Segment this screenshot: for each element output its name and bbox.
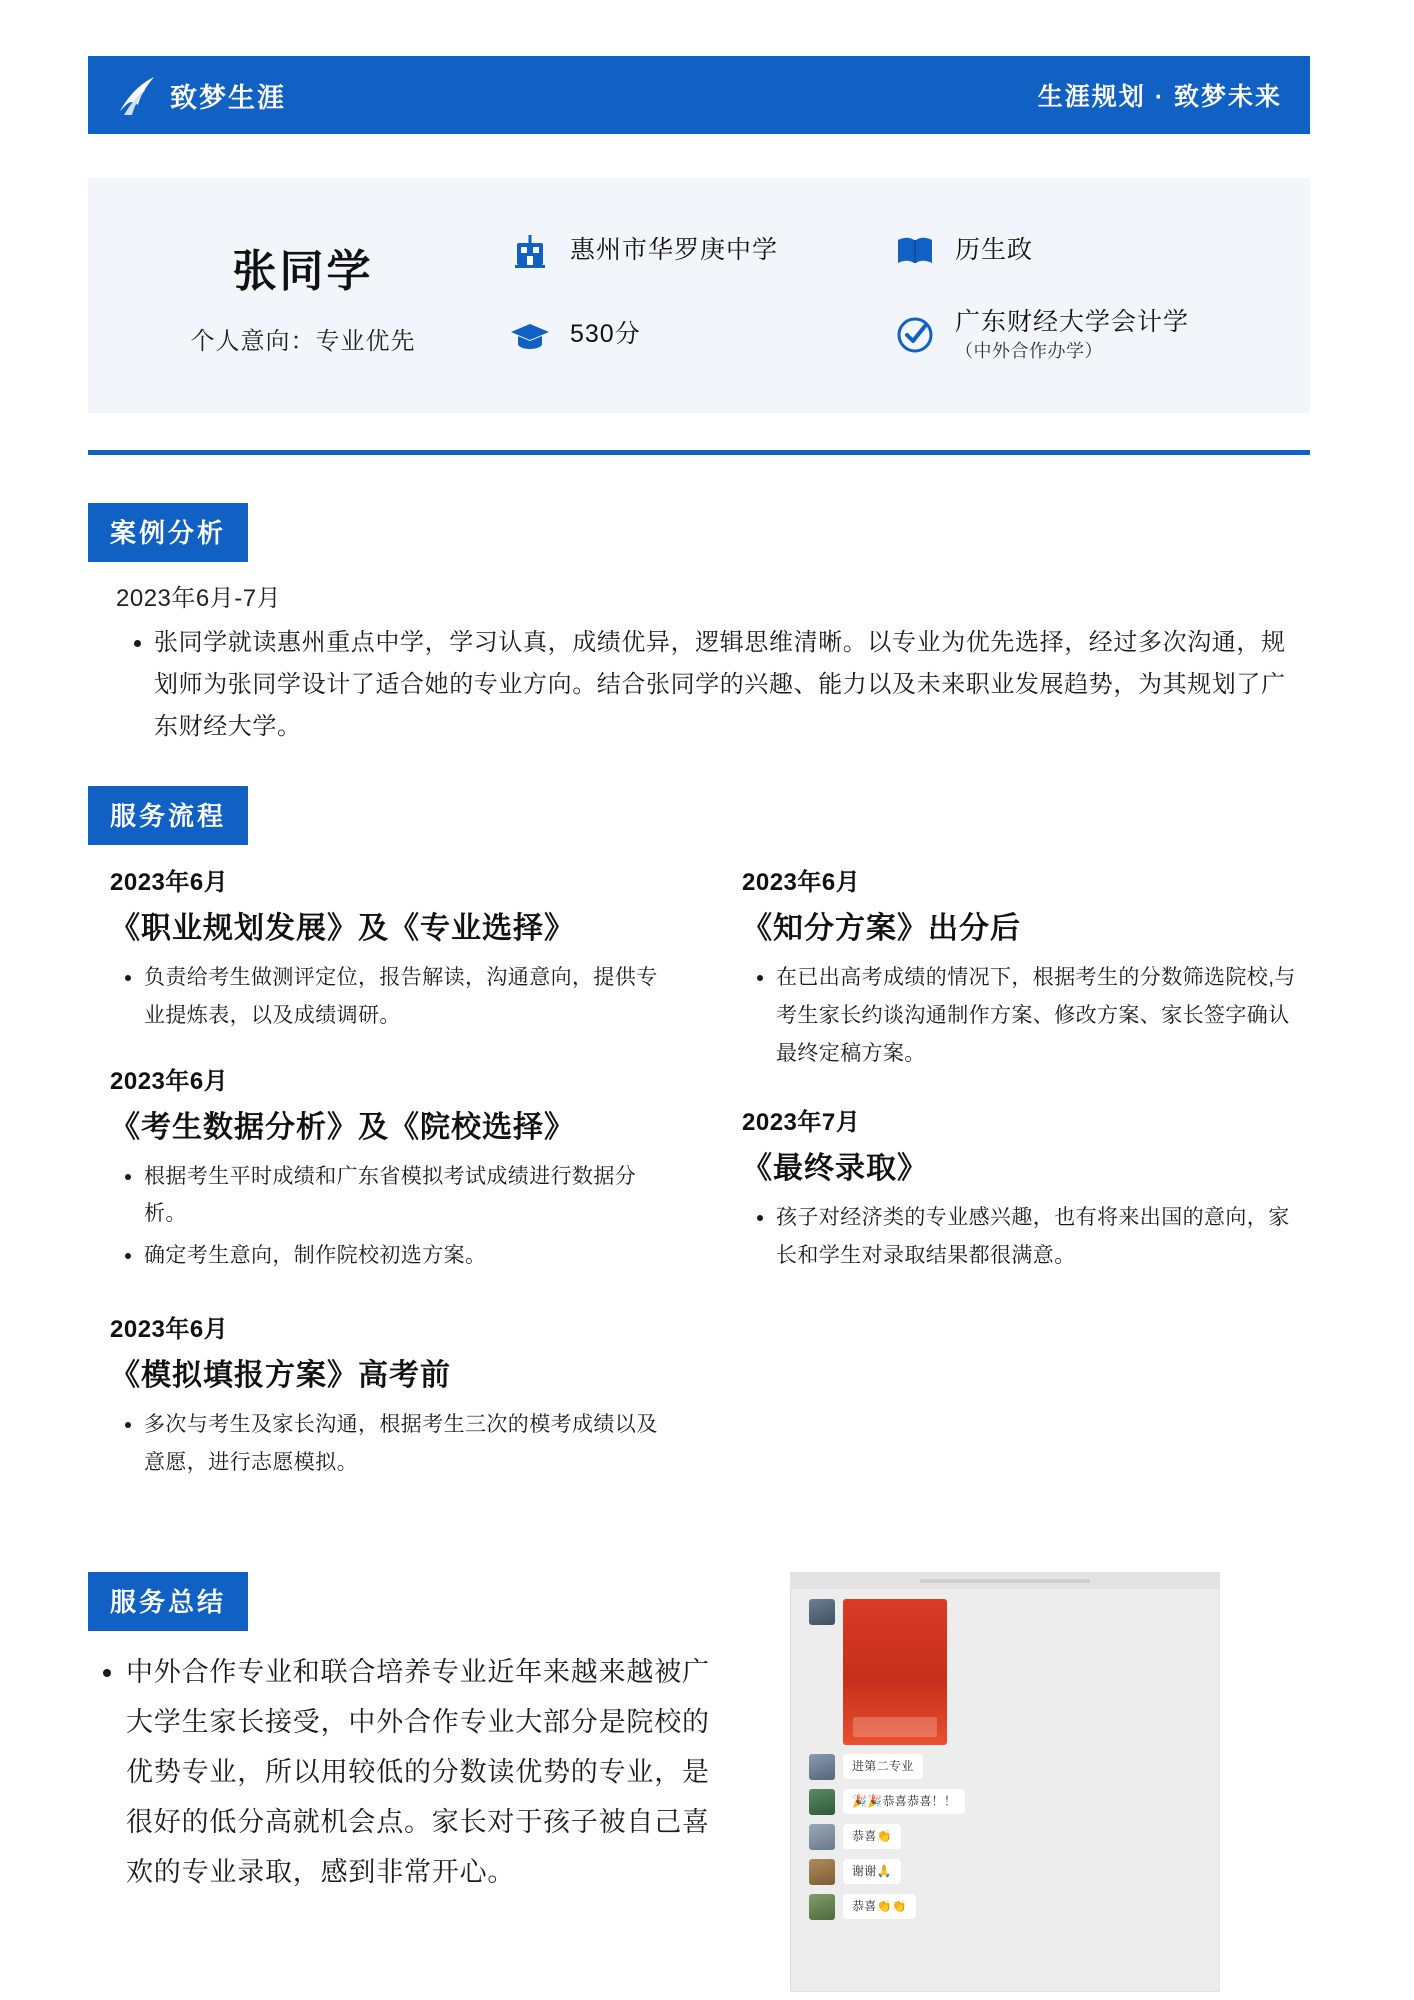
- celebration-poster-image: [843, 1599, 947, 1745]
- profile-school: [508, 229, 893, 273]
- service-process-tag: 服务流程: [88, 786, 248, 845]
- profile-info-grid: [508, 229, 1310, 363]
- subjects-text: 历生政: [955, 236, 1034, 264]
- profile-admission: [893, 307, 1290, 363]
- section-heading-case-analysis: [88, 503, 248, 562]
- summary-bullet: • 中外合作专业和联合培养专业近年来越来越被广大学生家长接受，中外合作专业大部分是院校的优势专业，所以用较低的分数读优势的专业，是很好的低分高就机会点。家长对于孩子被自己喜欢的专业录取，感到非常开心。: [126, 1648, 728, 1898]
- chat-screenshot-topbar: [791, 1573, 1219, 1589]
- chat-message-text: 🎉🎉恭喜恭喜！！: [843, 1789, 965, 1814]
- process-date: 2023年6月: [110, 869, 229, 896]
- chat-message-text: 恭喜👏: [843, 1824, 901, 1849]
- check-circle-icon: [893, 313, 937, 357]
- graduation-cap-icon: [508, 313, 552, 357]
- process-date: 2023年6月: [110, 1315, 229, 1343]
- process-title: 《模拟填报方案》高考前: [110, 1358, 451, 1392]
- chat-message-row: [791, 1850, 1219, 1885]
- chat-message-text: 进第二专业: [843, 1754, 923, 1779]
- student-name: 张同学: [232, 247, 374, 296]
- section-divider: [88, 450, 1310, 455]
- process-title: 《考生数据分析》及《院校选择》: [110, 1110, 575, 1144]
- page-header: [88, 56, 1310, 134]
- service-process-columns: [110, 862, 1310, 1508]
- chat-message-row: [791, 1815, 1219, 1850]
- process-title: 《最终录取》: [742, 1152, 928, 1186]
- service-summary-body: [88, 1648, 728, 1898]
- brand-logo: [114, 71, 286, 119]
- process-bullet: • 多次与考生及家长沟通，根据考生三次的模考成绩以及意愿，进行志愿模拟。: [144, 1406, 678, 1482]
- process-bullet: • 在已出高考成绩的情况下，根据考生的分数筛选院校,与考生家长约谈沟通制作方案、修改方案、家长签字确认最终定稿方案。: [776, 959, 1310, 1072]
- process-date: 2023年6月: [742, 869, 861, 896]
- avatar: [809, 1894, 835, 1920]
- school-name: 惠州市华罗庚中学: [570, 236, 779, 264]
- chat-message-text: 谢谢🙏: [843, 1859, 901, 1884]
- swoosh-logo-icon: [114, 71, 160, 119]
- process-block: [742, 1102, 1310, 1275]
- avatar: [809, 1789, 835, 1815]
- chat-screenshot-image: [790, 1572, 1220, 1992]
- admitted-major-main: 广东财经大学会计学: [955, 307, 1190, 336]
- process-bullet: • 根据考生平时成绩和广东省模拟考试成绩进行数据分析。: [144, 1158, 678, 1234]
- section-heading-service-summary: [88, 1572, 248, 1631]
- open-book-icon: [893, 229, 937, 273]
- process-block: [742, 862, 1310, 1072]
- profile-identity: [88, 235, 508, 356]
- process-title: 《知分方案》出分后: [742, 912, 1021, 945]
- process-title: 《职业规划发展》及《专业选择》: [110, 912, 575, 945]
- service-summary-tag: 服务总结: [88, 1572, 248, 1631]
- avatar: [809, 1859, 835, 1885]
- admitted-major-sub: （中外合作办学）: [955, 340, 1103, 361]
- score-text: 530分: [570, 319, 641, 348]
- header-slogan: 生涯规划 · 致梦未来: [1037, 83, 1282, 111]
- chat-topbar-placeholder: [920, 1579, 1090, 1583]
- process-date: 2023年6月: [110, 1067, 229, 1095]
- process-date: 2023年7月: [742, 1109, 861, 1137]
- admitted-major: [955, 307, 1189, 363]
- case-analysis-tag: 案例分析: [88, 503, 248, 562]
- avatar: [809, 1824, 835, 1850]
- avatar: [809, 1754, 835, 1780]
- chat-poster-row: [791, 1589, 1219, 1745]
- process-bullet: • 确定考生意向，制作院校初选方案。: [144, 1237, 678, 1275]
- chat-message-row: [791, 1780, 1219, 1815]
- student-profile-panel: [88, 178, 1310, 413]
- student-intent: 个人意向：专业优先: [190, 328, 416, 355]
- chat-message-row: [791, 1745, 1219, 1780]
- process-block: [110, 862, 678, 1035]
- process-block: [110, 1309, 678, 1482]
- case-analysis-bullet: • 张同学就读惠州重点中学，学习认真，成绩优异，逻辑思维清晰。以专业为优先选择，经过多次沟通，规划师为张同学设计了适合她的专业方向。结合张同学的兴趣、能力以及未来职业发展趋势，为其规划了广东财经大学。: [154, 622, 1306, 748]
- process-bullet: • 负责给考生做测评定位，报告解读，沟通意向，提供专业提炼表，以及成绩调研。: [144, 959, 678, 1035]
- profile-subjects: [893, 229, 1290, 273]
- school-building-icon: [508, 229, 552, 273]
- poster-footer: [853, 1717, 937, 1737]
- chat-message-text: 恭喜👏👏: [843, 1894, 916, 1919]
- case-analysis-body: [116, 622, 1306, 750]
- section-heading-service-process: [88, 786, 248, 845]
- avatar: [809, 1599, 835, 1625]
- process-block: [110, 1061, 678, 1275]
- profile-score: [508, 313, 893, 357]
- service-process-left-column: [110, 862, 678, 1508]
- service-process-right-column: [742, 862, 1310, 1508]
- case-analysis-date: 2023年6月-7月: [116, 585, 282, 612]
- process-bullet: • 孩子对经济类的专业感兴趣，也有将来出国的意向，家长和学生对录取结果都很满意。: [776, 1199, 1310, 1275]
- chat-message-row: [791, 1885, 1219, 1920]
- logo-text: 致梦生涯: [170, 82, 286, 113]
